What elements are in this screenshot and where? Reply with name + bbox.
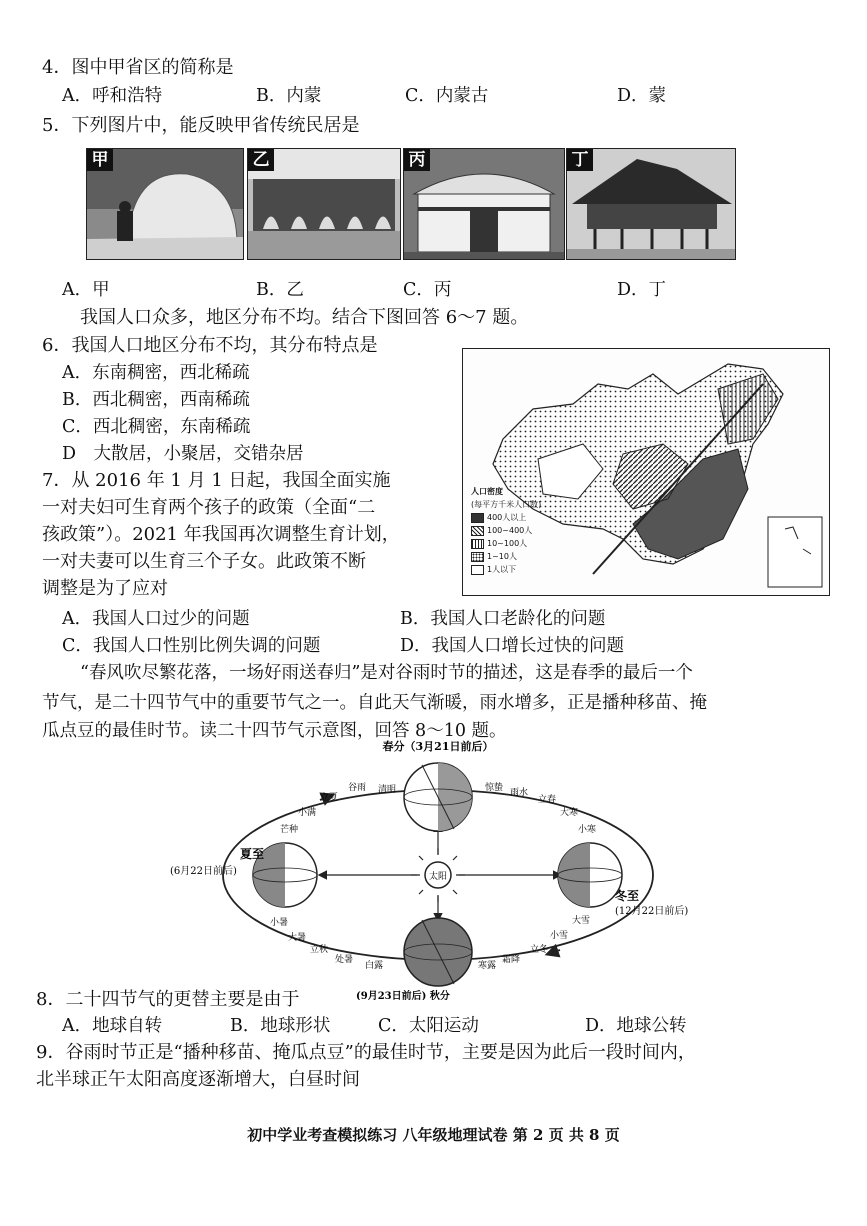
q7-line-2: 一对夫妇可生育两个孩子的政策（全面“二 [42,497,376,518]
term-xiaoxue: 小雪 [550,931,569,941]
swatch-vertical-icon [471,539,484,549]
q8-option-d: D．地球公转 [585,1016,687,1036]
photo-label-yi: 乙 [248,149,274,171]
q7-line-5: 调整是为了应对 [42,578,168,599]
intro-8-10-line-1: “春风吹尽繁花落，一场好雨送春归”是对谷雨时节的描述，这是春季的最后一个 [80,663,693,683]
term-xiaoman: 小满 [298,808,317,818]
term-guyu: 谷雨 [348,783,367,793]
q4-option-a: A．呼和浩特 [62,86,163,106]
q7-option-d: D．我国人口增长过快的问题 [400,636,625,656]
legend-subtitle: (每平方千米人口数) [471,500,542,509]
photo-label-jia: 甲 [87,149,113,171]
term-dahan: 大寒 [560,808,579,818]
population-density-map [462,348,830,596]
term-lichun: 立春 [538,795,557,805]
earth-spring-icon [404,763,472,831]
label-spring-equinox: 春分（3月21日前后） [382,740,494,753]
term-dashu: 大暑 [288,933,307,943]
q7-option-b: B．我国人口老龄化的问题 [400,609,606,629]
earth-autumn-icon [404,918,472,986]
term-jingzhe: 惊蛰 [485,783,504,793]
q8-option-b: B．地球形状 [230,1016,331,1036]
photo-yurt [403,148,565,260]
legend-item: 1人以下 [471,563,541,576]
q4-option-b: B．内蒙 [256,86,322,106]
photo-stilt-house [566,148,736,260]
term-hanlu: 寒露 [478,961,497,971]
swatch-dots-icon [471,552,484,562]
q5-option-c: C．丙 [403,280,452,300]
page-footer: 初中学业考查模拟练习 八年级地理试卷 第 2 页 共 8 页 [247,1126,620,1144]
label-summer-date: (6月22日前后) [170,866,237,877]
intro-6-7: 我国人口众多，地区分布不均。结合下图回答 6～7 题。 [80,307,529,328]
q7-line-4: 一对夫妻可以生育三个子女。此政策不断 [42,551,366,572]
legend-item: 400人以上 [471,511,541,524]
term-chushu: 处暑 [335,955,354,965]
photo-label-bing: 丙 [404,149,430,171]
legend-item: 10~100人 [471,537,541,550]
swatch-blank-icon [471,565,484,575]
q6-option-b: B．西北稠密，西南稀疏 [62,390,250,410]
q6-option-a: A．东南稠密，西北稀疏 [62,363,250,383]
term-daxue: 大雪 [572,916,591,926]
term-liqiu: 立秋 [310,945,329,955]
q6-stem: 6．我国人口地区分布不均，其分布特点是 [42,335,378,356]
q4-stem: 4．图中甲省区的简称是 [42,57,234,78]
q4-option-d: D．蒙 [617,86,667,106]
term-lidong: 立冬 [530,945,549,955]
map-legend [471,485,541,576]
term-xiaoshu: 小暑 [270,918,289,928]
term-qingming: 清明 [378,785,397,795]
term-shuangjiang: 霜降 [502,955,521,965]
term-lixia: 立夏 [320,793,339,803]
term-yushui: 雨水 [510,788,529,798]
q8-stem: 8．二十四节气的更替主要是由于 [36,989,300,1010]
label-autumn-equinox: (9月23日前后) 秋分 [356,991,450,1000]
q8-option-c: C．太阳运动 [378,1016,479,1036]
legend-item: 100~400人 [471,524,541,537]
q7-option-c: C．我国人口性别比例失调的问题 [62,636,321,656]
legend-item: 1~10人 [471,550,541,563]
label-summer-solstice: 夏至 [240,847,265,861]
q5-option-d: D．丁 [617,280,667,300]
q9-line-2: 北半球正午太阳高度逐渐增大，白昼时间 [36,1069,360,1090]
legend-title: 人口密度 [471,487,503,496]
earth-winter-icon [558,843,622,907]
solar-terms-diagram [160,740,720,1000]
swatch-dense-icon [471,513,484,523]
q6-option-d: D 大散居，小聚居，交错杂居 [62,444,304,464]
swatch-diagonal-icon [471,526,484,536]
term-mangzhong: 芒种 [280,825,299,835]
sun-label: 太阳 [428,872,448,882]
q4-option-c: C．内蒙古 [405,86,489,106]
q5-option-b: B．乙 [256,280,304,300]
label-winter-date: (12月22日前后) [615,906,689,917]
q6-option-c: C．西北稠密，东南稀疏 [62,417,251,437]
q8-option-a: A．地球自转 [62,1016,163,1036]
q7-line-1: 7．从 2016 年 1 月 1 日起，我国全面实施 [42,470,391,491]
intro-8-10-line-2: 节气，是二十四节气中的重要节气之一。自此天气渐暖，雨水增多，正是播种移苗、掩 [42,693,707,713]
q7-option-a: A．我国人口过少的问题 [62,609,250,629]
photo-cave-dwelling [247,148,401,260]
photo-igloo [86,148,244,260]
q5-stem: 5．下列图片中，能反映甲省传统民居是 [42,115,360,136]
q5-option-a: A．甲 [62,280,110,300]
term-bailu: 白露 [365,961,384,971]
label-winter-solstice: 冬至 [615,889,640,903]
term-xiaohan: 小寒 [578,825,597,835]
q7-line-3: 孩政策”）。2021 年我国再次调整生育计划， [42,524,400,545]
intro-8-10-line-3: 瓜点豆的最佳时节。读二十四节气示意图，回答 8～10 题。 [42,721,507,741]
photo-label-ding: 丁 [567,149,593,171]
q9-line-1: 9．谷雨时节正是“播种移苗、掩瓜点豆”的最佳时节，主要是因为此后一段时间内， [36,1042,696,1063]
